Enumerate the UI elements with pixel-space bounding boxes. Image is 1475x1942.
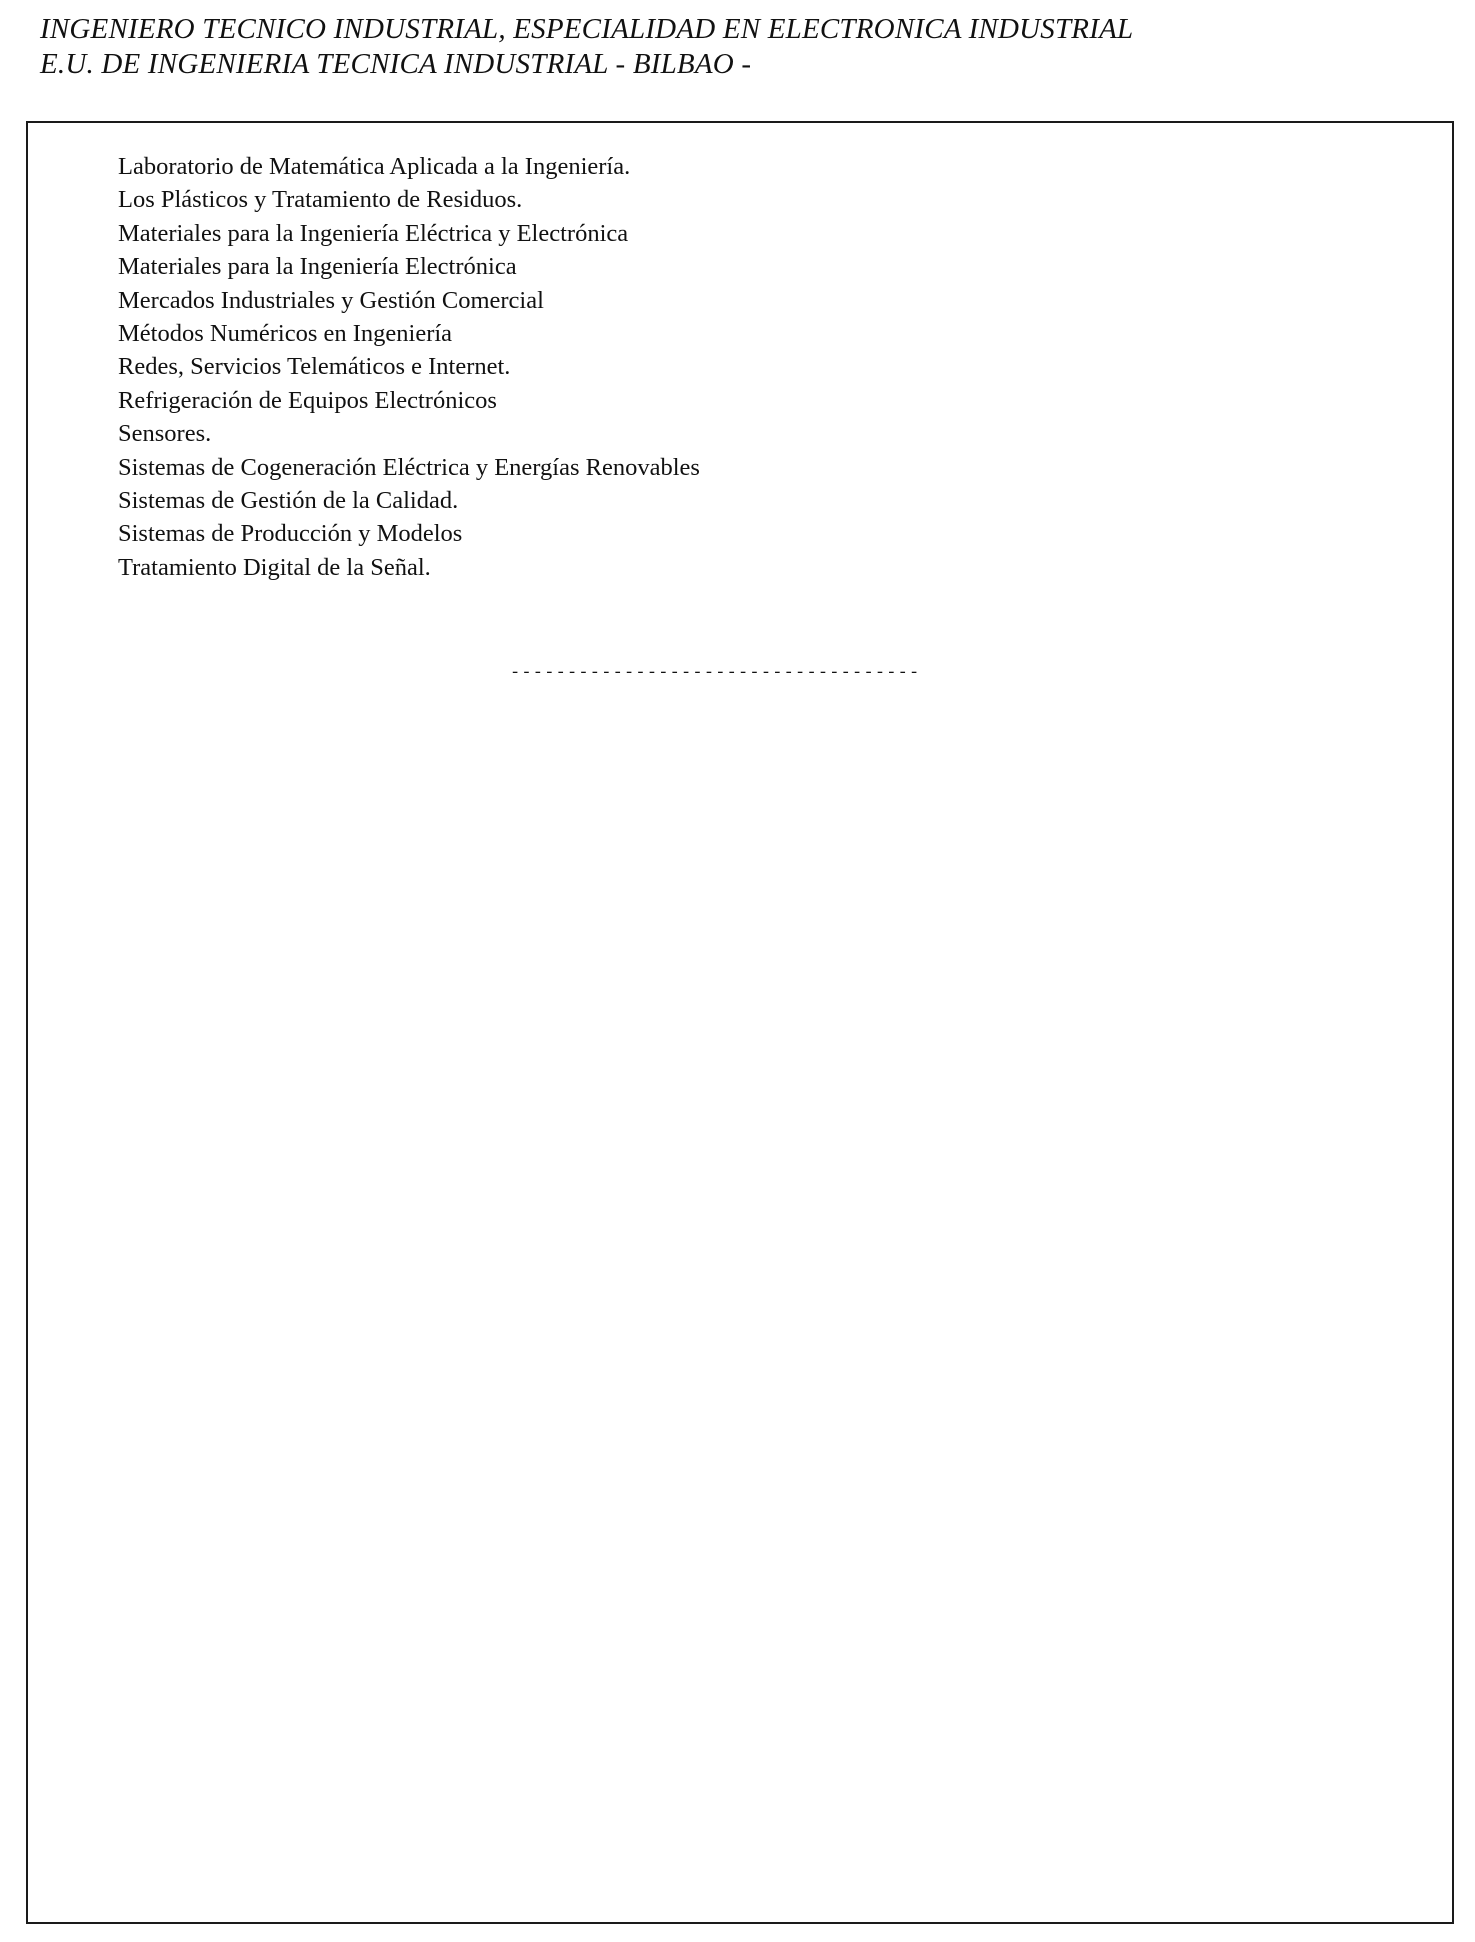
list-item: Sensores. [118, 420, 212, 448]
list-item: Refrigeración de Equipos Electrónicos [118, 386, 497, 414]
list-item: Sistemas de Cogeneración Eléctrica y Energías Renovables [118, 453, 700, 481]
school-name: E.U. DE INGENIERIA TECNICA INDUSTRIAL - BILBAO - [40, 48, 752, 80]
list-item: Sistemas de Gestión de la Calidad. [118, 487, 459, 515]
list-item: Sistemas de Producción y Modelos [118, 520, 463, 548]
dashed-separator: ------------------------------------ [510, 664, 921, 683]
document-header [40, 12, 1133, 82]
list-item: Tratamiento Digital de la Señal. [118, 553, 431, 581]
list-item: Los Plásticos y Tratamiento de Residuos. [118, 186, 523, 214]
list-item: Mercados Industriales y Gestión Comercial [118, 286, 544, 314]
list-item: Materiales para la Ingeniería Eléctrica y Electrónica [118, 219, 629, 247]
list-item: Materiales para la Ingeniería Electrónica [118, 253, 517, 281]
degree-title: INGENIERO TECNICO INDUSTRIAL, ESPECIALIDAD EN ELECTRONICA INDUSTRIAL [40, 13, 1134, 45]
list-item: Redes, Servicios Telemáticos e Internet. [118, 353, 511, 381]
list-item: Métodos Numéricos en Ingeniería [118, 320, 453, 348]
list-item: Laboratorio de Matemática Aplicada a la Ingeniería. [118, 153, 631, 180]
subject-list [118, 150, 700, 584]
